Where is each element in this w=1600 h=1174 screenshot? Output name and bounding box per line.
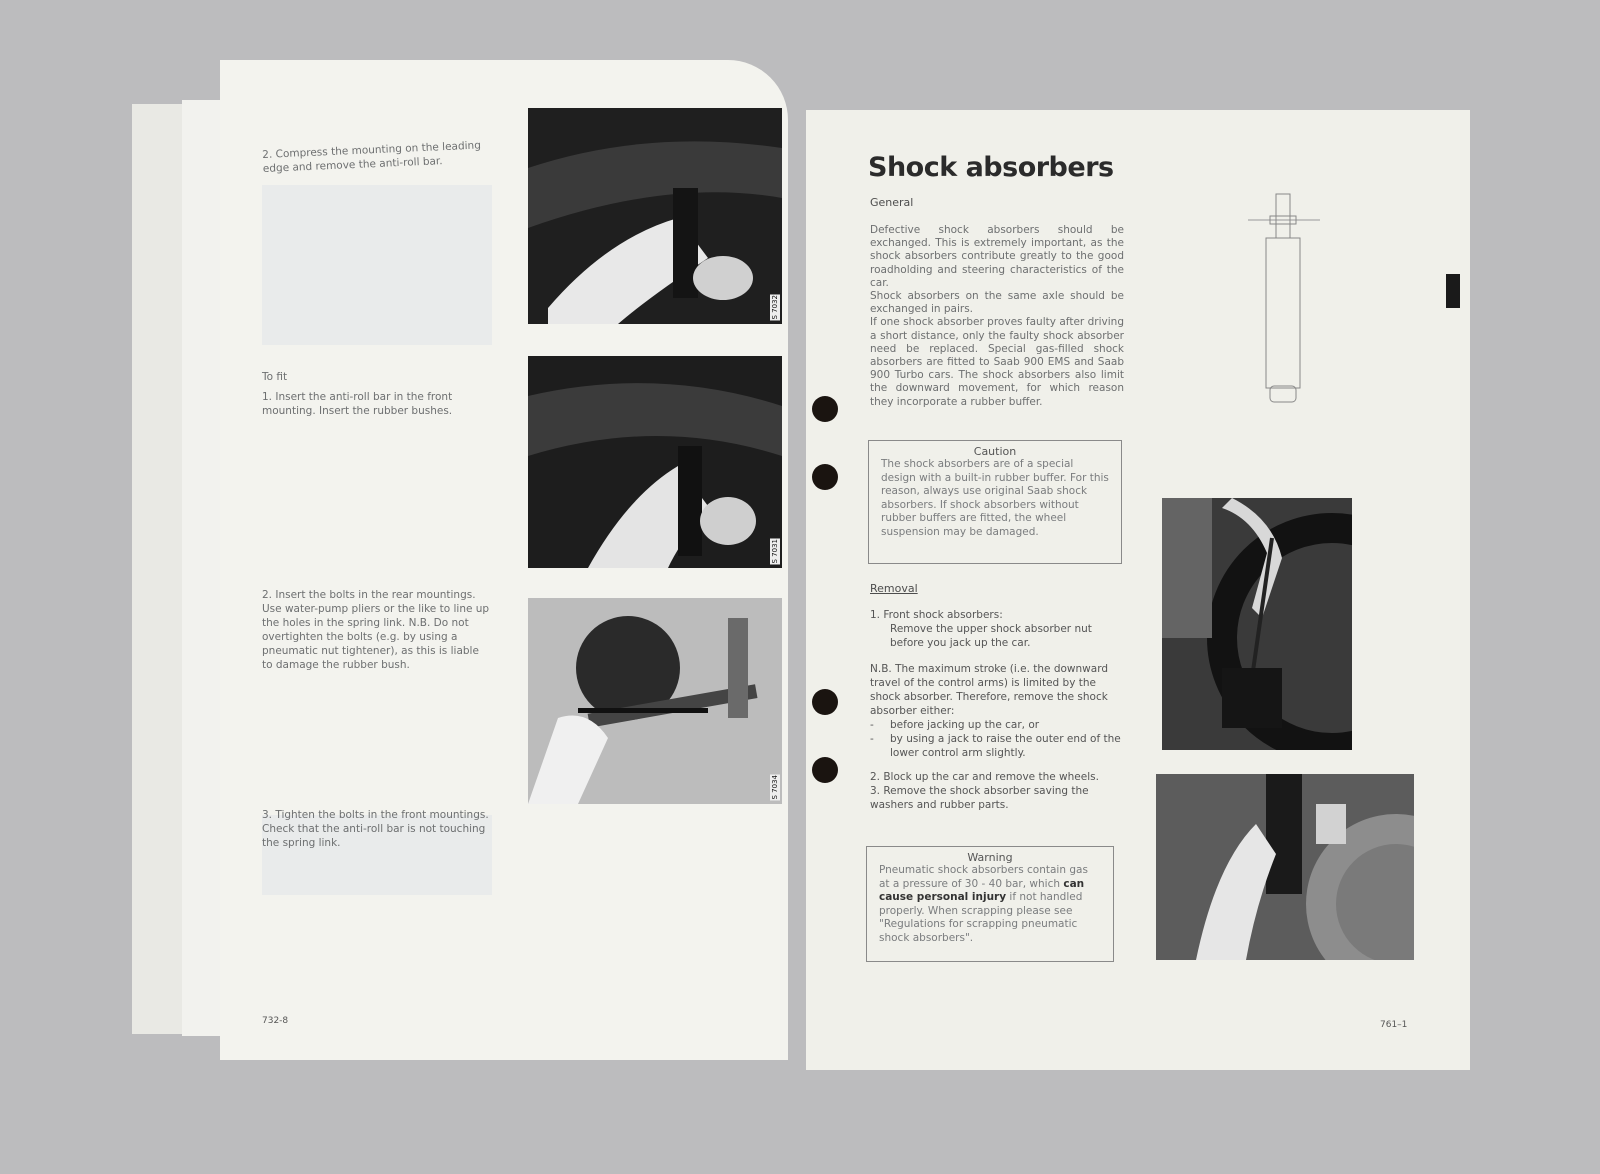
caution-title: Caution [973, 445, 1017, 458]
photo-bolts-rear [528, 598, 782, 804]
photo-front-shock-lower [1156, 774, 1414, 960]
general-heading: General [870, 196, 914, 209]
nb-bullet-2-row: - by using a jack to raise the outer end of the lower control arm slightly. [870, 732, 1126, 760]
fit-step-2: 2. Insert the bolts in the rear mountings. Use water-pump pliers or the like to line up the holes in the spring link. N.B. Do not overtighten the bolts (e.g. by using a pneumatic nut tightener), as this is liable to damage the rubber bush. [262, 589, 490, 671]
photo-code-label: S 7034 [771, 774, 779, 799]
nb-text: N.B. The maximum stroke (i.e. the downward travel of the control arms) is limited by the shock absorber. Therefore, remove the shock absorber either: [870, 663, 1108, 717]
nb-bullet-1: before jacking up the car, or [890, 719, 1040, 731]
removal-heading: Removal [870, 582, 918, 595]
warning-title: Warning [967, 851, 1013, 864]
warning-text [867, 864, 1113, 945]
warning-box [866, 846, 1114, 962]
page-stack-edge [182, 100, 222, 1036]
nb-bullet-1-row: - before jacking up the car, or [870, 719, 1040, 731]
binder-hole-4 [812, 757, 838, 783]
caution-box [868, 440, 1122, 564]
warning-text-2: if not handled properly. When scrapping please see "Regulations for scrapping pneumatic shock absorbers". [879, 891, 1083, 944]
section-tab-marker [1446, 274, 1460, 308]
binder-hole-1 [812, 396, 838, 422]
fit-step-3: 3. Tighten the bolts in the front mountings. Check that the anti-roll bar is not touching the spring link. [262, 809, 489, 849]
shock-absorber-diagram [1248, 190, 1320, 404]
photo-insert-antiroll [528, 356, 782, 568]
warning-bold: can cause personal injury [879, 877, 1085, 903]
to-fit-heading: To fit [262, 371, 288, 383]
pairs-text: Shock absorbers on the same axle should be exchanged in pairs. [870, 290, 1124, 316]
removal-block [870, 608, 1126, 812]
left-page-number: 732-8 [262, 1016, 289, 1026]
photo-code-label: S 7031 [771, 538, 779, 563]
binder-hole-3 [812, 689, 838, 715]
caution-text: The shock absorbers are of a special design with a built-in rubber buffer. For this reason, always use original Saab shock absorbers. If shock absorbers without rubber buffers are fitted, the wheel suspension may be damaged. [881, 458, 1109, 538]
right-page-number: 761–1 [1380, 1020, 1408, 1030]
nb-bullet-2: by using a jack to raise the outer end of the lower control arm slightly. [890, 733, 1121, 759]
removal-step-1: 1. Front shock absorbers: [870, 609, 1003, 621]
page-title: Shock absorbers [868, 152, 1114, 183]
removal-step-2: 2. Block up the car and remove the wheels. [870, 771, 1099, 783]
photo-front-shock-upper [1162, 498, 1352, 750]
general-text-block [870, 224, 1124, 409]
removal-step-3: 3. Remove the shock absorber saving the washers and rubber parts. [870, 785, 1089, 811]
general-text: Defective shock absorbers should be exchanged. This is extremely important, as the shock absorbers contribute greatly to the good roadholding and steering characteristics of the car. [870, 224, 1124, 289]
remove-step-2: 2. Compress the mounting on the leading edge and remove the anti-roll bar. [262, 139, 482, 175]
binder-hole-2 [812, 464, 838, 490]
faulty-text: If one shock absorber proves faulty after driving a short distance, only the faulty shock absorber need be replaced. Special gas-filled shock absorbers are fitted to Saab 900 EMS and Saab 900 Turbo cars. The shock absorbers also limit the downward movement, for which reason they incorporate a rubber buffer. [870, 316, 1124, 408]
warning-text-1: Pneumatic shock absorbers contain gas at a pressure of 30 - 40 bar, which [879, 864, 1088, 890]
fit-step-1: 1. Insert the anti-roll bar in the front mounting. Insert the rubber bushes. [262, 391, 453, 417]
faint-shade-1 [262, 185, 492, 345]
removal-step-1-text: Remove the upper shock absorber nut before you jack up the car. [890, 623, 1092, 649]
photo-remove-antiroll [528, 108, 782, 324]
photo-code-label: S 7032 [771, 294, 779, 319]
